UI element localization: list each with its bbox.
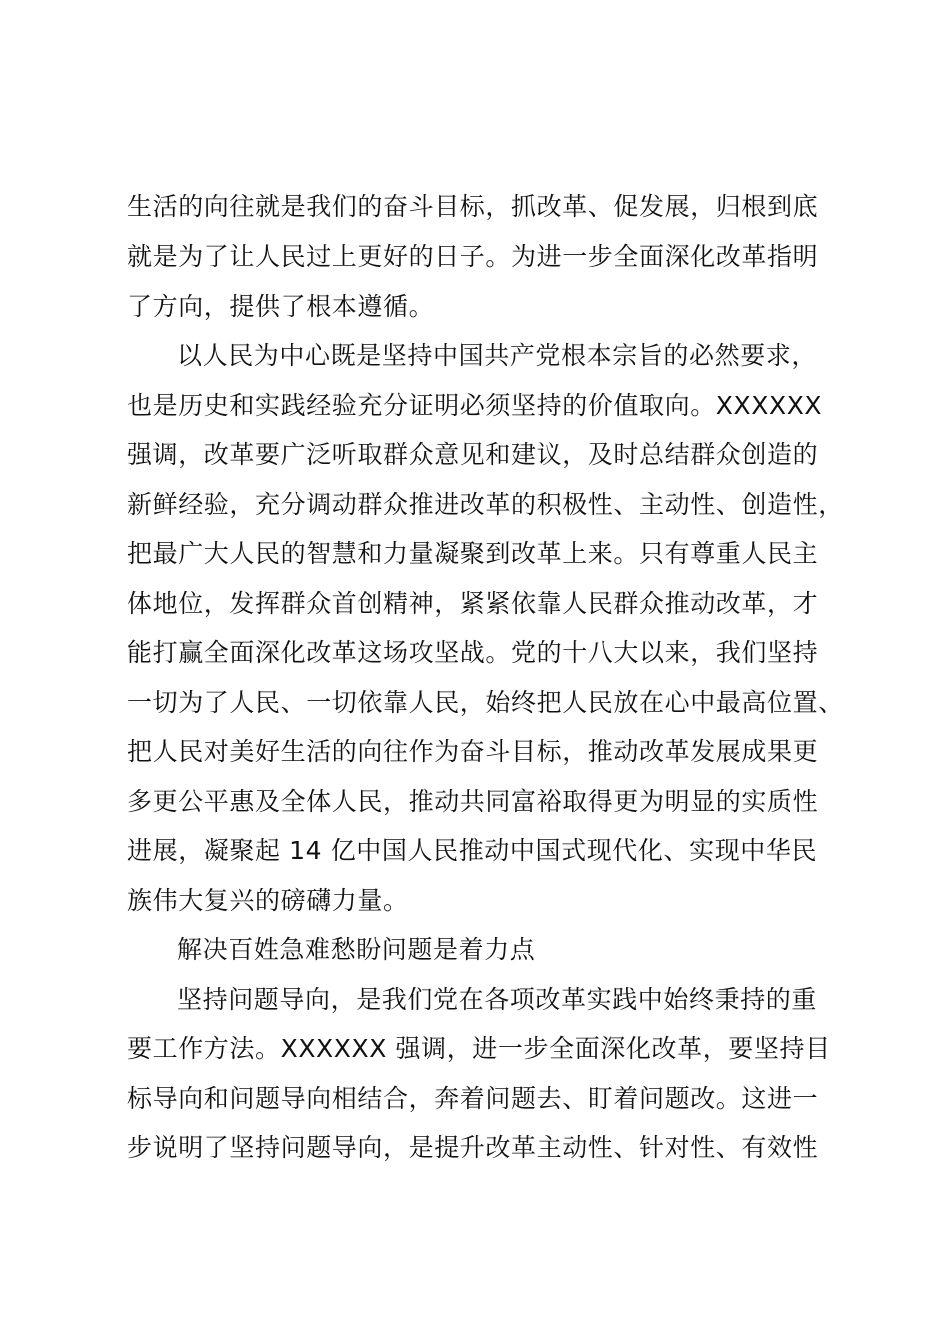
paragraph-3-line-4: 步说明了坚持问题导向，是提升改革主动性、针对性、有效性 (127, 1133, 819, 1162)
paragraph-2-line-11: 进展，凝聚起 14 亿中国人民推动中国式现代化、实现中华民 (127, 836, 818, 865)
paragraph-2-line-12: 族伟大复兴的磅礴力量。 (127, 886, 409, 915)
paragraph-2-line-9: 把人民对美好生活的向往作为奋斗目标，推动改革发展成果更 (127, 737, 819, 766)
paragraph-2-line-1: 以人民为中心既是坚持中国共产党根本宗旨的必然要求， (177, 341, 818, 370)
paragraph-2-line-8: 一切为了人民、一切依靠人民，始终把人民放在心中最高位置、 (127, 688, 844, 717)
paragraph-2-line-10: 多更公平惠及全体人民，推动共同富裕取得更为明显的实质性 (127, 787, 819, 816)
paragraph-3-line-1: 坚持问题导向，是我们党在各项改革实践中始终秉持的重 (177, 985, 818, 1014)
paragraph-2-line-2: 也是历史和实践经验充分证明必须坚持的价值取向。XXXXXX (127, 391, 823, 420)
paragraph-3-line-3: 标导向和问题导向相结合，奔着问题去、盯着问题改。这进一 (127, 1084, 819, 1113)
paragraph-1-line-3: 了方向，提供了根本遵循。 (127, 292, 435, 321)
paragraph-3-line-2: 要工作方法。XXXXXX 强调，进一步全面深化改革，要坚持目 (127, 1034, 831, 1063)
paragraph-2-line-3: 强调，改革要广泛听取群众意见和建议，及时总结群众创造的 (127, 440, 819, 469)
paragraph-1-line-2: 就是为了让人民过上更好的日子。为进一步全面深化改革指明 (127, 242, 819, 271)
paragraph-1-line-1: 生活的向往就是我们的奋斗目标，抓改革、促发展，归根到底 (127, 192, 819, 221)
paragraph-2-line-6: 体地位，发挥群众首创精神，紧紧依靠人民群众推动改革，才 (127, 589, 819, 618)
paragraph-2-line-5: 把最广大人民的智慧和力量凝聚到改革上来。只有尊重人民主 (127, 539, 819, 568)
paragraph-2-line-7: 能打赢全面深化改革这场攻坚战。党的十八大以来，我们坚持 (127, 638, 819, 667)
paragraph-2-line-4: 新鲜经验，充分调动群众推进改革的积极性、主动性、创造性， (127, 490, 844, 519)
section-heading: 解决百姓急难愁盼问题是着力点 (177, 935, 536, 964)
